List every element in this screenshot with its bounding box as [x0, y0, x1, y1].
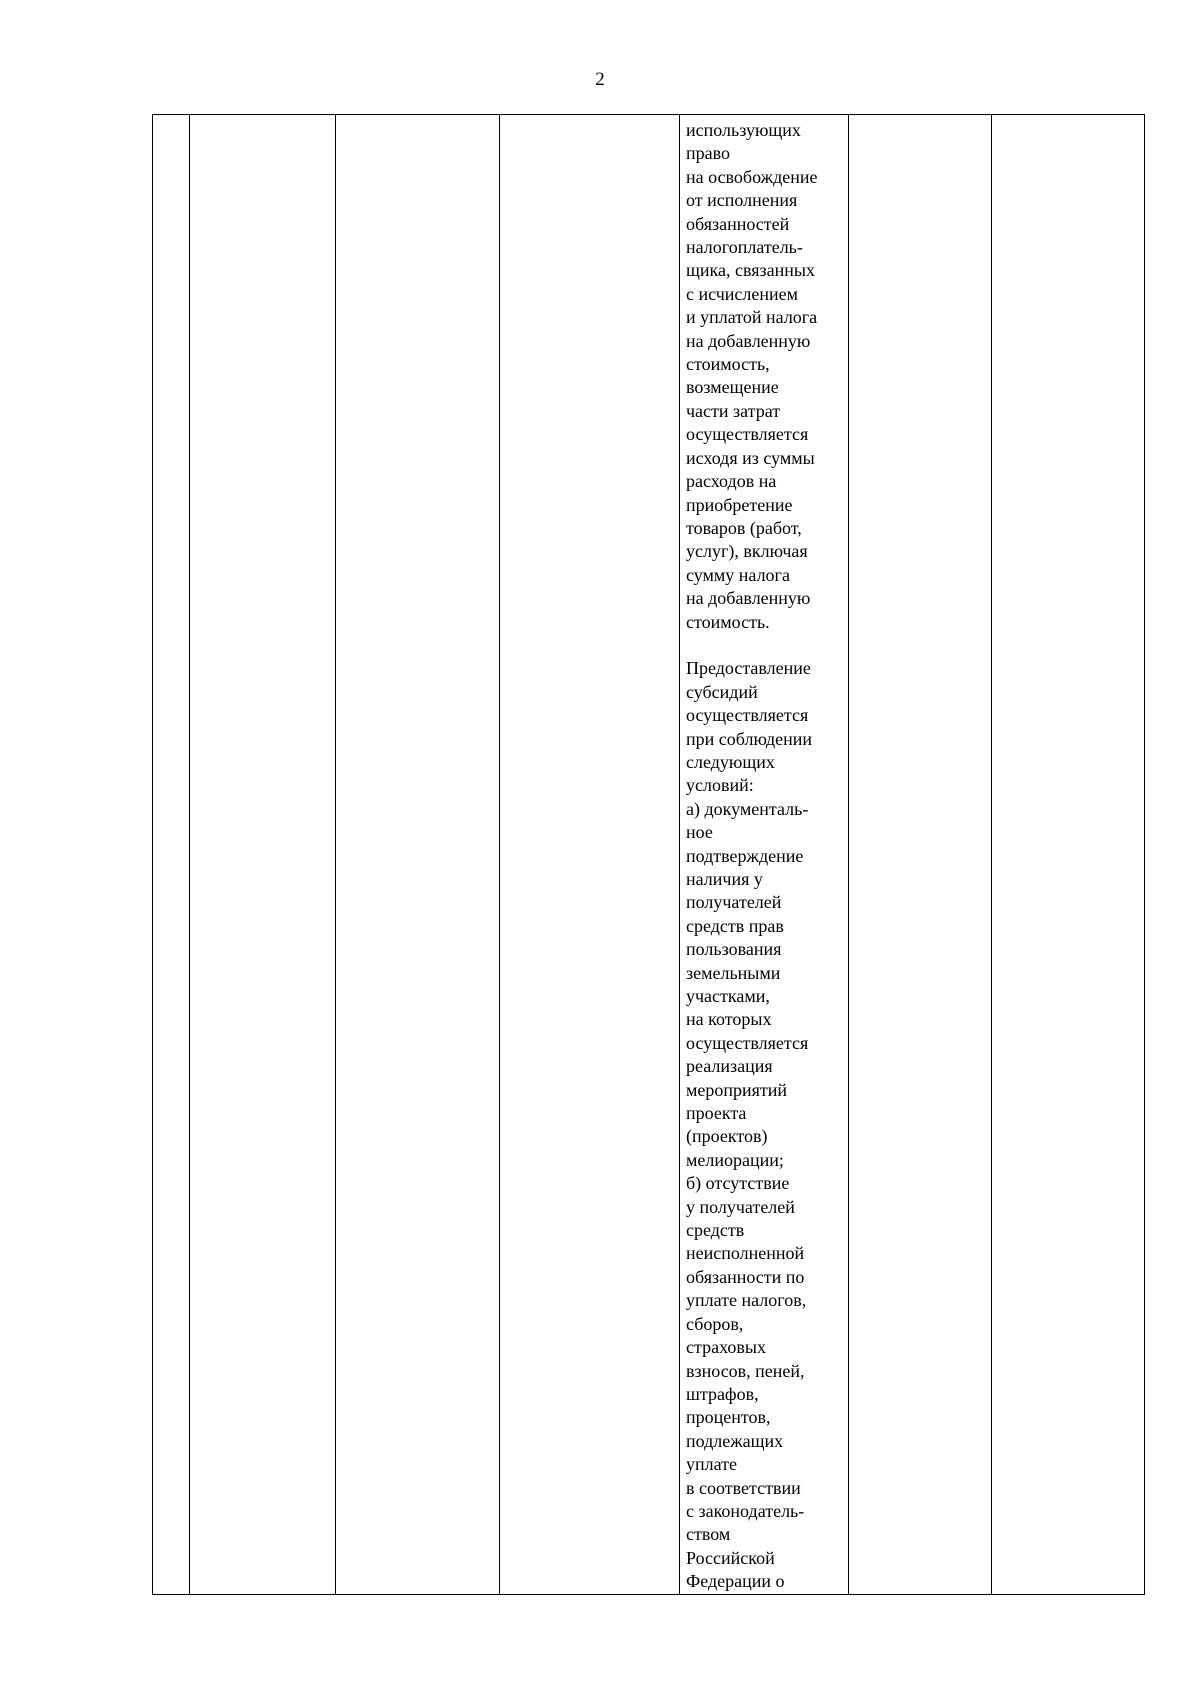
text-line: на добавленную	[686, 330, 811, 351]
text-line: пользования	[686, 939, 782, 960]
text-line: мелиорации;	[686, 1149, 784, 1170]
text-line: проекта	[686, 1103, 747, 1124]
text-line: средств прав	[686, 915, 784, 936]
text-line: на освобождение	[686, 166, 818, 187]
text-line: подлежащих	[686, 1430, 784, 1451]
text-line: участками,	[686, 986, 770, 1007]
text-line: на которых	[686, 1009, 772, 1030]
text-line: ное	[686, 822, 713, 843]
text-line: субсидий	[686, 681, 758, 702]
text-line: у получателей	[686, 1196, 795, 1217]
text-line: осуществляется	[686, 1032, 809, 1053]
text-line: сборов,	[686, 1313, 744, 1334]
table-cell-col-4	[500, 115, 680, 1595]
table-cell-col-6	[849, 115, 992, 1595]
text-line: Федерации о	[686, 1571, 785, 1592]
text-line: средств	[686, 1220, 745, 1241]
text-line: процентов,	[686, 1407, 771, 1428]
table-cell-col-7	[992, 115, 1145, 1595]
text-line: услуг), включая	[686, 541, 808, 562]
text-line: мероприятий	[686, 1079, 788, 1100]
text-line: на добавленную	[686, 588, 811, 609]
text-line: наличия у	[686, 868, 763, 889]
text-line: в соответствии	[686, 1477, 801, 1498]
table-cell-col-5-conditions-text	[680, 115, 849, 1595]
text-line: получателей	[686, 892, 782, 913]
text-line: право	[686, 143, 730, 164]
text-line: с исчислением	[686, 283, 799, 304]
page-number: 2	[595, 69, 605, 90]
text-line: части затрат	[686, 400, 781, 421]
paragraph-cost-reimbursement	[686, 119, 840, 634]
text-line: (проектов)	[686, 1126, 768, 1147]
text-line: штрафов,	[686, 1383, 759, 1404]
paragraph-subsidy-conditions	[686, 657, 840, 1593]
text-line: стоимость.	[686, 611, 770, 632]
text-line: неисполненной	[686, 1243, 805, 1264]
text-line: осуществляется	[686, 705, 809, 726]
text-line: следующих	[686, 751, 775, 772]
document-table	[152, 114, 1145, 1595]
text-line: осуществляется	[686, 424, 809, 445]
table-cell-col-1	[153, 115, 190, 1595]
text-line: использующих	[686, 120, 801, 140]
text-line: земельными	[686, 962, 781, 983]
text-line: страховых	[686, 1337, 766, 1358]
text-line: при соблюдении	[686, 728, 813, 749]
text-line: от исполнения	[686, 190, 798, 211]
text-line: Предоставление	[686, 658, 811, 679]
text-line: возмещение	[686, 377, 779, 398]
text-line: уплате налогов,	[686, 1290, 807, 1311]
text-line: стоимость,	[686, 354, 770, 375]
text-line: ством	[686, 1524, 731, 1545]
text-line: взносов, пеней,	[686, 1360, 805, 1381]
table-cell-col-2	[190, 115, 336, 1595]
text-line: товаров (работ,	[686, 517, 802, 538]
text-line: расходов на	[686, 471, 777, 492]
text-line: Российской	[686, 1547, 775, 1568]
text-line: сумму налога	[686, 564, 790, 585]
text-line: реализация	[686, 1056, 773, 1077]
text-line: приобретение	[686, 494, 793, 515]
text-line: с законодатель-	[686, 1500, 805, 1521]
text-line: б) отсутствие	[686, 1173, 790, 1194]
text-line: условий:	[686, 775, 754, 796]
text-line: обязанностей	[686, 213, 790, 234]
text-line: щика, связанных	[686, 260, 815, 281]
text-line: и уплатой налога	[686, 307, 818, 328]
text-line: исходя из суммы	[686, 447, 815, 468]
table-row	[153, 115, 1145, 1595]
text-line: уплате	[686, 1454, 737, 1475]
text-line: подтверждение	[686, 845, 804, 866]
paragraph-spacer	[686, 634, 840, 657]
text-line: а) документаль-	[686, 798, 809, 819]
text-line: налогоплатель-	[686, 237, 803, 258]
text-line: обязанности по	[686, 1266, 805, 1287]
table-cell-col-3	[336, 115, 500, 1595]
